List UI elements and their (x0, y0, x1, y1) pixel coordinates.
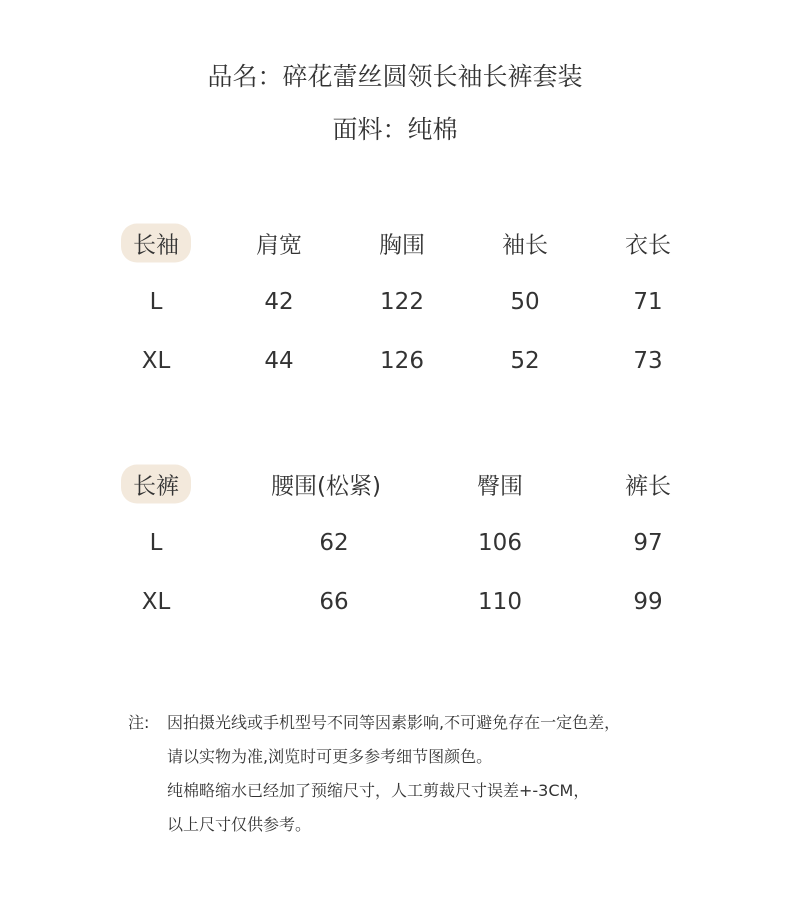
table-cell: 52 (510, 348, 540, 374)
size-label: L (149, 289, 163, 315)
column-header: 裤长 (625, 473, 671, 500)
table-cell: 66 (319, 589, 349, 615)
column-header: 肩宽 (256, 232, 302, 259)
column-header: 袖长 (502, 232, 548, 259)
size-label: XL (141, 589, 171, 615)
size-label: L (149, 530, 163, 556)
column-header: 腰围(松紧) (271, 473, 381, 500)
table-cell: 126 (380, 348, 424, 374)
size-label: XL (141, 348, 171, 374)
table-cell: 71 (633, 289, 663, 315)
notes-label: 注: (128, 713, 150, 732)
table-cell: 110 (478, 589, 522, 615)
table-cell: 73 (633, 348, 663, 374)
note-line: 以上尺寸仅供参考。 (167, 815, 312, 834)
fabric: 面料：纯棉 (332, 115, 458, 144)
table-cell: 122 (380, 289, 424, 315)
table-cell: 106 (478, 530, 522, 556)
column-header: 衣长 (625, 232, 671, 259)
note-line: 请以实物为准,浏览时可更多参考细节图颜色。 (167, 747, 493, 766)
table-cell: 42 (264, 289, 294, 315)
note-line: 纯棉略缩水已经加了预缩尺寸，人工剪裁尺寸误差+-3CM， (167, 781, 590, 800)
table-cell: 50 (510, 289, 540, 315)
category-label: 长裤 (121, 465, 191, 504)
column-header: 臀围 (477, 473, 523, 500)
category-label: 长袖 (121, 224, 191, 263)
product-name: 品名：碎花蕾丝圆领长袖长裤套装 (207, 62, 583, 91)
column-header: 胸围 (379, 232, 425, 259)
table-cell: 44 (264, 348, 294, 374)
note-line: 因拍摄光线或手机型号不同等因素影响,不可避免存在一定色差， (167, 713, 621, 732)
table-cell: 97 (633, 530, 663, 556)
table-cell: 99 (633, 589, 663, 615)
table-cell: 62 (319, 530, 349, 556)
